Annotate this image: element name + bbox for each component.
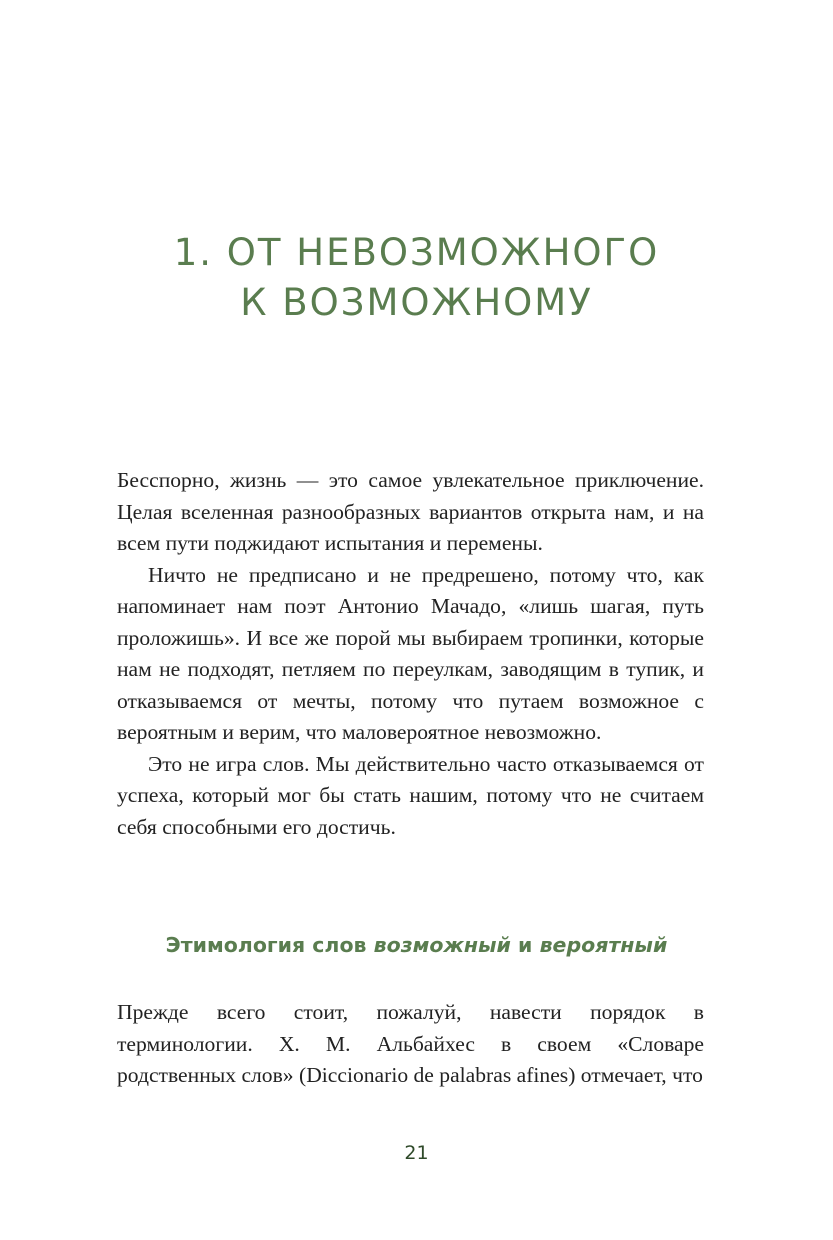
subheading-term-2: вероятный [539, 933, 668, 957]
section-subheading [0, 933, 833, 957]
section-2-text [117, 997, 704, 1092]
chapter-title-line-2: К ВОЗМОЖНОМУ [240, 281, 593, 324]
page-number: 21 [404, 1142, 429, 1164]
paragraph-4: Прежде всего стоит, пожалуй, навести порядок в терминологии. Х. М. Альбайхес в своем «Словаре родственных слов» (Diccionario de palabras afines) отмечает, что [117, 1000, 704, 1087]
subheading-prefix: Этимология слов [165, 933, 374, 957]
subheading-term-1: возможный [373, 933, 511, 957]
section-1-text [117, 465, 704, 843]
chapter-title-line-1: 1. ОТ НЕВОЗМОЖНОГО [173, 231, 660, 274]
paragraph-3: Это не игра слов. Мы действительно часто отказываемся от успеха, который мог бы стать нашим, потому что не считаем себя способными его достичь. [117, 751, 704, 839]
subheading-connector: и [510, 933, 540, 957]
paragraph-1: Бесспорно, жизнь — это самое увлекательное приключение. Целая вселенная разнообразных вариантов открыта нам, и на всем пути поджидают испытания и перемены. [117, 468, 704, 555]
paragraph-2: Ничто не предписано и не предрешено, потому что, как напоминает нам поэт Антонио Мачадо, «лишь шагая, путь проложишь». И все же порой мы выбираем тропинки, которые нам не подходят, петляем по переулкам, заводящим в тупик, и отказываемся от мечты, потому что путаем возможное с вероятным и верим, что маловероятное невозможно. [117, 562, 704, 744]
chapter-title [0, 228, 833, 328]
